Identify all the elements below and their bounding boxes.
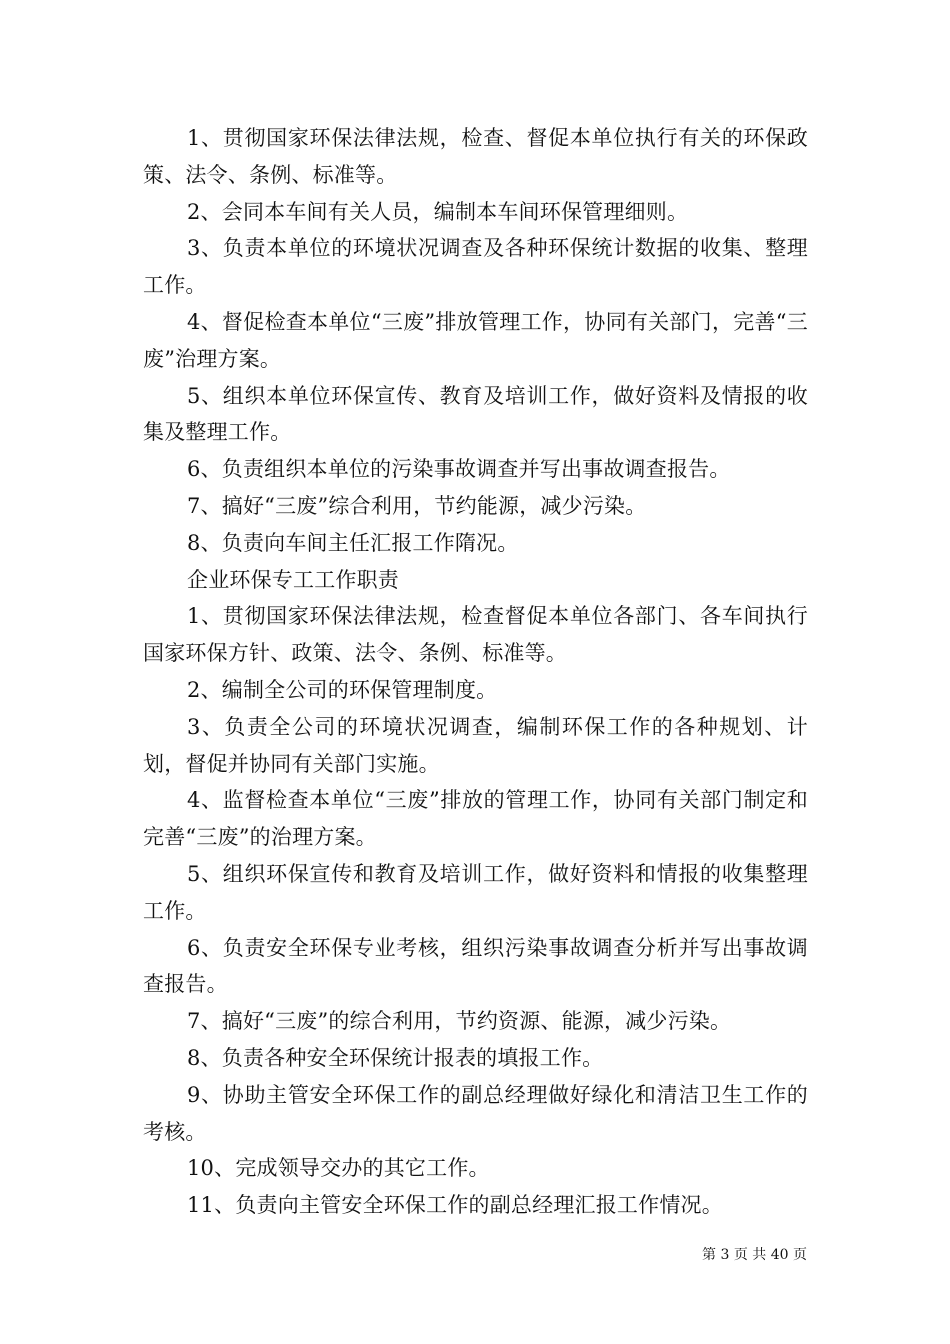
paragraph: 7、搞好“三废”的综合利用，节约资源、能源，减少污染。	[187, 1009, 732, 1034]
paragraph: 4、监督检查本单位“三废”排放的管理工作，协同有关部门制定和完善“三废”的治理方案。	[143, 788, 808, 850]
paragraph: 6、负责安全环保专业考核，组织污染事故调查分析并写出事故调查报告。	[143, 935, 808, 997]
page-number: 第 3 页 共 40 页	[702, 1247, 807, 1263]
paragraph: 11、负责向主管安全环保工作的副总经理汇报工作情况。	[187, 1193, 723, 1218]
paragraph: 3、负责本单位的环境状况调查及各种环保统计数据的收集、整理工作。	[143, 236, 808, 298]
paragraph: 7、搞好“三废”综合利用，节约能源，减少污染。	[187, 493, 647, 518]
paragraph: 1、贯彻国家环保法律法规，检查、督促本单位执行有关的环保政策、法令、条例、标准等。	[143, 126, 808, 187]
paragraph: 4、督促检查本单位“三废”排放管理工作，协同有关部门，完善“三废”治理方案。	[143, 309, 808, 371]
paragraph: 2、编制全公司的环保管理制度。	[187, 677, 498, 702]
section-heading: 企业环保专工工作职责	[187, 567, 399, 592]
paragraph: 5、组织本单位环保宣传、教育及培训工作，做好资料及情报的收集及整理工作。	[143, 383, 808, 445]
paragraph: 1、贯彻国家环保法律法规，检查督促本单位各部门、各车间执行国家环保方针、政策、法令、条例、标准等。	[143, 604, 808, 666]
paragraph: 10、完成领导交办的其它工作。	[187, 1156, 490, 1181]
paragraph: 9、协助主管安全环保工作的副总经理做好绿化和清洁卫生工作的考核。	[143, 1082, 808, 1144]
paragraph: 8、负责向车间主任汇报工作隋况。	[187, 530, 519, 555]
paragraph: 8、负责各种安全环保统计报表的填报工作。	[187, 1045, 604, 1070]
document-body	[143, 120, 808, 1224]
paragraph: 5、组织环保宣传和教育及培训工作，做好资料和情报的收集整理工作。	[143, 861, 808, 923]
paragraph: 3、负责全公司的环境状况调查，编制环保工作的各种规划、计划，督促并协同有关部门实施。	[143, 714, 808, 776]
paragraph: 2、会同本车间有关人员，编制本车间环保管理细则。	[187, 199, 689, 224]
paragraph: 6、负责组织本单位的污染事故调查并写出事故调查报告。	[187, 457, 731, 482]
